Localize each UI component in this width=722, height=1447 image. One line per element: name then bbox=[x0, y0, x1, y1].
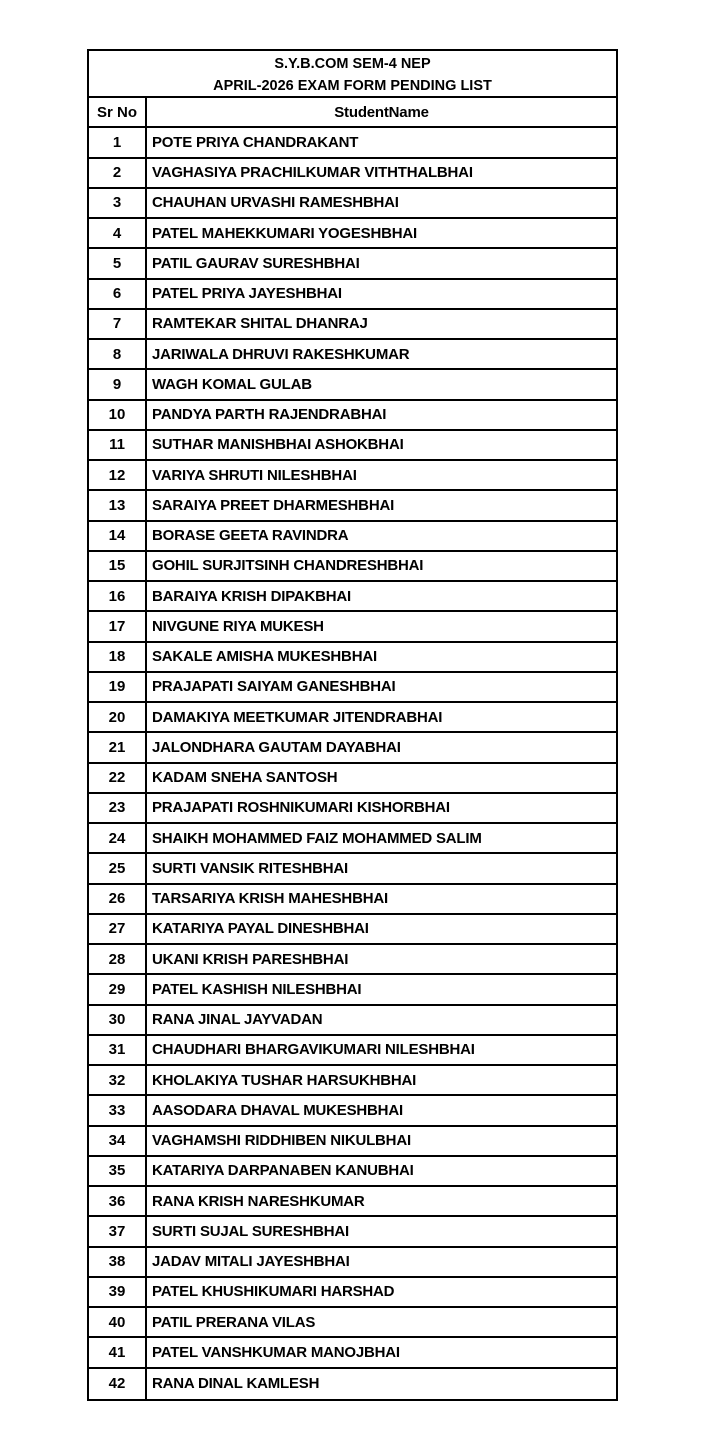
sr-no-cell: 41 bbox=[89, 1338, 147, 1366]
sr-no-cell: 10 bbox=[89, 401, 147, 429]
student-name-cell: NIVGUNE RIYA MUKESH bbox=[152, 617, 324, 635]
table-row bbox=[89, 975, 616, 1005]
student-name-cell: AASODARA DHAVAL MUKESHBHAI bbox=[152, 1101, 403, 1119]
sr-no-cell: 18 bbox=[89, 643, 147, 671]
sr-no-cell: 15 bbox=[89, 552, 147, 580]
sr-no-cell: 23 bbox=[89, 794, 147, 822]
table-title bbox=[89, 51, 616, 98]
student-name-cell: SARAIYA PREET DHARMESHBHAI bbox=[152, 496, 395, 514]
table-row bbox=[89, 189, 616, 219]
student-name-cell: KATARIYA PAYAL DINESHBHAI bbox=[152, 920, 369, 938]
student-name-cell: JALONDHARA GAUTAM DAYABHAI bbox=[152, 738, 401, 756]
student-name-cell: PRAJAPATI ROSHNIKUMARI KISHORBHAI bbox=[152, 799, 450, 817]
table-row bbox=[89, 370, 616, 400]
table-row bbox=[89, 461, 616, 491]
sr-no-cell: 34 bbox=[89, 1127, 147, 1155]
sr-no-cell: 40 bbox=[89, 1308, 147, 1336]
table-row bbox=[89, 280, 616, 310]
student-name-cell: PATEL KASHISH NILESHBHAI bbox=[152, 980, 362, 998]
table-row bbox=[89, 310, 616, 340]
student-name-cell: SAKALE AMISHA MUKESHBHAI bbox=[152, 648, 377, 666]
table-row bbox=[89, 1308, 616, 1338]
title-line-course: S.Y.B.COM SEM-4 NEP bbox=[274, 56, 431, 72]
table-row bbox=[89, 915, 616, 945]
student-name-cell: PATEL MAHEKKUMARI YOGESHBHAI bbox=[152, 224, 417, 242]
sr-no-cell: 8 bbox=[89, 340, 147, 368]
table-row bbox=[89, 128, 616, 158]
table-row bbox=[89, 1127, 616, 1157]
sr-no-cell: 24 bbox=[89, 824, 147, 852]
student-name-cell: PRAJAPATI SAIYAM GANESHBHAI bbox=[152, 678, 396, 696]
table-row bbox=[89, 764, 616, 794]
table-row bbox=[89, 885, 616, 915]
table-row bbox=[89, 1369, 616, 1399]
student-name-cell: JARIWALA DHRUVI RAKESHKUMAR bbox=[152, 345, 410, 363]
student-name-cell: KHOLAKIYA TUSHAR HARSUKHBHAI bbox=[152, 1071, 417, 1089]
sr-no-cell: 6 bbox=[89, 280, 147, 308]
table-row bbox=[89, 733, 616, 763]
student-name-cell: CHAUDHARI BHARGAVIKUMARI NILESHBHAI bbox=[152, 1041, 475, 1059]
student-name-cell: TARSARIYA KRISH MAHESHBHAI bbox=[152, 890, 388, 908]
sr-no-cell: 30 bbox=[89, 1006, 147, 1034]
table-row bbox=[89, 612, 616, 642]
student-name-cell: CHAUHAN URVASHI RAMESHBHAI bbox=[152, 194, 399, 212]
sr-no-cell: 32 bbox=[89, 1066, 147, 1094]
sr-no-cell: 27 bbox=[89, 915, 147, 943]
table-row bbox=[89, 552, 616, 582]
table-row bbox=[89, 1066, 616, 1096]
student-name-cell: VAGHASIYA PRACHILKUMAR VITHTHALBHAI bbox=[152, 164, 473, 182]
student-name-cell: PATIL GAURAV SURESHBHAI bbox=[152, 254, 360, 272]
sr-no-cell: 17 bbox=[89, 612, 147, 640]
student-name-cell: PANDYA PARTH RAJENDRABHAI bbox=[152, 406, 387, 424]
sr-no-cell: 22 bbox=[89, 764, 147, 792]
student-name-cell: PATEL VANSHKUMAR MANOJBHAI bbox=[152, 1343, 400, 1361]
sr-no-cell: 7 bbox=[89, 310, 147, 338]
student-name-cell: KADAM SNEHA SANTOSH bbox=[152, 769, 338, 787]
table-row bbox=[89, 703, 616, 733]
title-line-exam: APRIL-2026 EXAM FORM PENDING LIST bbox=[213, 78, 492, 94]
sr-no-cell: 29 bbox=[89, 975, 147, 1003]
sr-no-cell: 39 bbox=[89, 1278, 147, 1306]
student-name-cell: JADAV MITALI JAYESHBHAI bbox=[152, 1253, 350, 1271]
student-name-cell: PATEL PRIYA JAYESHBHAI bbox=[152, 285, 342, 303]
header-row bbox=[89, 98, 616, 128]
student-name-cell: RANA JINAL JAYVADAN bbox=[152, 1011, 323, 1029]
student-name-cell: POTE PRIYA CHANDRAKANT bbox=[152, 133, 359, 151]
student-name-cell: PATEL KHUSHIKUMARI HARSHAD bbox=[152, 1283, 395, 1301]
sr-no-cell: 2 bbox=[89, 159, 147, 187]
table-row bbox=[89, 1157, 616, 1187]
table-row bbox=[89, 1248, 616, 1278]
student-name-cell: SUTHAR MANISHBHAI ASHOKBHAI bbox=[152, 436, 404, 454]
sr-no-cell: 42 bbox=[89, 1369, 147, 1399]
table-row bbox=[89, 824, 616, 854]
table-row bbox=[89, 159, 616, 189]
sr-no-cell: 5 bbox=[89, 249, 147, 277]
sr-no-cell: 20 bbox=[89, 703, 147, 731]
student-name-cell: WAGH KOMAL GULAB bbox=[152, 375, 312, 393]
sr-no-cell: 21 bbox=[89, 733, 147, 761]
pending-list-table bbox=[87, 49, 618, 1401]
table-row bbox=[89, 643, 616, 673]
table-row bbox=[89, 945, 616, 975]
student-name-cell: DAMAKIYA MEETKUMAR JITENDRABHAI bbox=[152, 708, 443, 726]
sr-no-cell: 26 bbox=[89, 885, 147, 913]
table-row bbox=[89, 794, 616, 824]
table-row bbox=[89, 522, 616, 552]
student-name-cell: RANA KRISH NARESHKUMAR bbox=[152, 1192, 365, 1210]
student-name-cell: PATIL PRERANA VILAS bbox=[152, 1313, 316, 1331]
table-row bbox=[89, 1036, 616, 1066]
sr-no-cell: 1 bbox=[89, 128, 147, 156]
table-row bbox=[89, 1338, 616, 1368]
student-name-cell: BORASE GEETA RAVINDRA bbox=[152, 527, 349, 545]
student-name-cell: RAMTEKAR SHITAL DHANRAJ bbox=[152, 315, 368, 333]
table-row bbox=[89, 854, 616, 884]
sr-no-cell: 35 bbox=[89, 1157, 147, 1185]
student-name-cell: SURTI VANSIK RITESHBHAI bbox=[152, 859, 348, 877]
sr-no-cell: 33 bbox=[89, 1096, 147, 1124]
table-row bbox=[89, 491, 616, 521]
table-row bbox=[89, 1006, 616, 1036]
sr-no-cell: 3 bbox=[89, 189, 147, 217]
sr-no-cell: 38 bbox=[89, 1248, 147, 1276]
sr-no-cell: 19 bbox=[89, 673, 147, 701]
column-header-student-name: StudentName bbox=[334, 103, 429, 121]
student-name-cell: GOHIL SURJITSINH CHANDRESHBHAI bbox=[152, 557, 424, 575]
table-row bbox=[89, 401, 616, 431]
student-name-cell: BARAIYA KRISH DIPAKBHAI bbox=[152, 587, 352, 605]
sr-no-cell: 11 bbox=[89, 431, 147, 459]
sr-no-cell: 28 bbox=[89, 945, 147, 973]
sr-no-cell: 37 bbox=[89, 1217, 147, 1245]
student-name-cell: RANA DINAL KAMLESH bbox=[152, 1375, 320, 1393]
student-name-cell: SHAIKH MOHAMMED FAIZ MOHAMMED SALIM bbox=[152, 829, 482, 847]
student-name-cell: KATARIYA DARPANABEN KANUBHAI bbox=[152, 1162, 414, 1180]
sr-no-cell: 9 bbox=[89, 370, 147, 398]
table-row bbox=[89, 582, 616, 612]
table-row bbox=[89, 1096, 616, 1126]
sr-no-cell: 16 bbox=[89, 582, 147, 610]
sr-no-cell: 12 bbox=[89, 461, 147, 489]
student-name-cell: VARIYA SHRUTI NILESHBHAI bbox=[152, 466, 357, 484]
sr-no-cell: 13 bbox=[89, 491, 147, 519]
table-row bbox=[89, 673, 616, 703]
table-row bbox=[89, 219, 616, 249]
student-name-cell: UKANI KRISH PARESHBHAI bbox=[152, 950, 349, 968]
column-header-sr-no: Sr No bbox=[89, 98, 147, 126]
sr-no-cell: 4 bbox=[89, 219, 147, 247]
sr-no-cell: 36 bbox=[89, 1187, 147, 1215]
table-row bbox=[89, 1187, 616, 1217]
student-name-cell: VAGHAMSHI RIDDHIBEN NIKULBHAI bbox=[152, 1132, 411, 1150]
table-row bbox=[89, 340, 616, 370]
sr-no-cell: 25 bbox=[89, 854, 147, 882]
table-row bbox=[89, 1217, 616, 1247]
table-row bbox=[89, 1278, 616, 1308]
table-row bbox=[89, 249, 616, 279]
sr-no-cell: 31 bbox=[89, 1036, 147, 1064]
table-row bbox=[89, 431, 616, 461]
sr-no-cell: 14 bbox=[89, 522, 147, 550]
student-name-cell: SURTI SUJAL SURESHBHAI bbox=[152, 1222, 350, 1240]
